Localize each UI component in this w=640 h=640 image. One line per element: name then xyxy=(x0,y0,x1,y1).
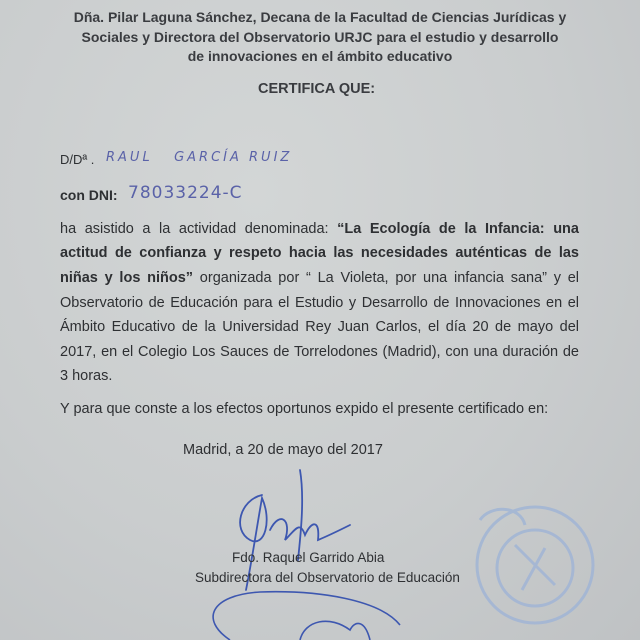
body-line: Observatorio de Educación para el Estudio y Desarrollo de Innovaciones en el xyxy=(60,295,579,311)
body-line: 2017, en el Colegio Los Sauces de Torrelodones (Madrid), con una duración de xyxy=(60,344,579,360)
dni-handwritten: 78033224-C xyxy=(128,183,243,203)
certifica-heading: CERTIFICA QUE: xyxy=(258,81,376,97)
name-label: D/Dª . xyxy=(60,152,95,167)
header-line-1: Dña. Pilar Laguna Sánchez, Decana de la Facultad de Ciencias Jurídicas y xyxy=(73,9,567,25)
second-signature-icon xyxy=(213,592,400,640)
place-date: Madrid, a 20 de mayo del 2017 xyxy=(183,442,383,458)
dni-label: con DNI: xyxy=(60,187,118,203)
signer-title: Subdirectora del Observatorio de Educación xyxy=(195,570,460,585)
header-line-2: Sociales y Directora del Observatorio URJC para el estudio y desarrollo xyxy=(81,29,559,45)
header-line-3: de innovaciones en el ámbito educativo xyxy=(187,48,453,64)
body-line: actitud de confianza y respeto hacia las necesidades auténticas de las xyxy=(60,245,579,261)
signer-name: Fdo. Raquel Garrido Abia xyxy=(232,550,385,565)
body-line: 3 horas. xyxy=(60,368,113,384)
official-stamp-icon xyxy=(477,507,593,623)
body-line: Ámbito Educativo de la Universidad Rey Juan Carlos, el día 20 de mayo del xyxy=(60,319,579,335)
closing-text: Y para que conste a los efectos oportunos expido el presente certificado en: xyxy=(60,401,549,417)
body-line: ha asistido a la actividad denominada: “La Ecología de la Infancia: una xyxy=(60,221,579,237)
name-handwritten: RAUL GARCÍA RUIZ xyxy=(106,150,293,165)
body-line: niñas y los niños” organizada por “ La Violeta, por una infancia sana” y el xyxy=(60,270,580,286)
